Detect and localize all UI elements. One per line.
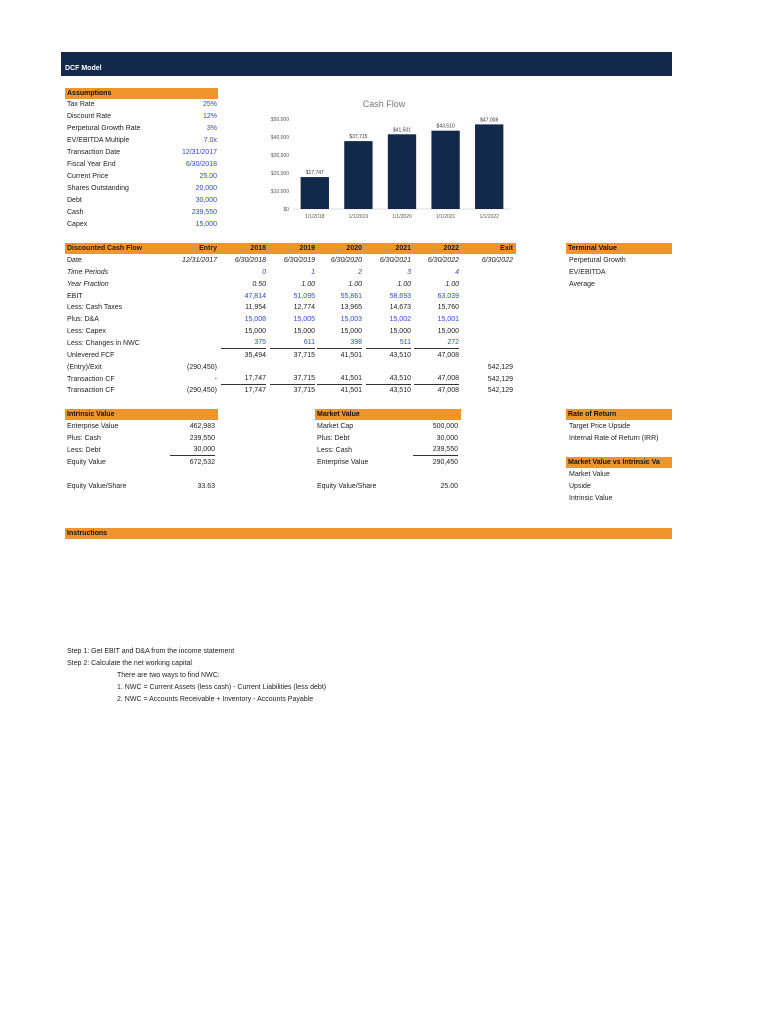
- dcf-row-label: Unlevered FCF: [67, 351, 115, 359]
- mv-vs-iv-label: Market Value: [569, 471, 610, 478]
- assumption-value: 12/31/2017: [181, 149, 217, 156]
- dcf-row-label: Transaction CF: [67, 387, 115, 395]
- dcf-cell: 4: [455, 268, 459, 276]
- assumption-label: Debt: [67, 197, 82, 204]
- dcf-cell: 41,501: [317, 374, 362, 385]
- dcf-cell: 37,715: [270, 374, 315, 385]
- assumption-label: Transaction Date: [67, 149, 121, 156]
- dcf-row-label: (Entry)/Exit: [67, 363, 102, 371]
- dcf-cell: 6/30/2022: [481, 257, 513, 264]
- dcf-cell: 15,000: [340, 328, 362, 336]
- market-per-share-label: Equity Value/Share: [317, 483, 377, 490]
- intrinsic-value: 462,983: [189, 423, 215, 430]
- dcf-cell: 0.50: [252, 280, 266, 288]
- intrinsic-per-share-value: 33.63: [197, 483, 215, 490]
- dcf-cell: 542,129: [487, 387, 513, 395]
- assumption-value: 12%: [202, 113, 217, 120]
- market-label: Less: Cash: [317, 447, 353, 454]
- cash-flow-chart: [255, 92, 515, 222]
- terminal-header: Terminal Value: [566, 243, 672, 254]
- x-tick-label: 1/1/2018: [305, 214, 325, 220]
- intrinsic-label: Equity Value: [67, 459, 106, 466]
- assumption-value: 25.00: [199, 173, 217, 180]
- assumption-value: 239,550: [191, 209, 217, 216]
- rate-of-return-label: Internal Rate of Return (IRR): [569, 435, 659, 442]
- dcf-row-label: Less: Changes in NWC: [67, 339, 140, 347]
- dcf-cell: 1.00: [301, 280, 315, 288]
- dcf-cell: 15,000: [293, 328, 315, 336]
- chart-title: Cash Flow: [362, 99, 406, 109]
- dcf-cell: 41,501: [340, 351, 362, 359]
- market-value: 500,000: [432, 423, 458, 430]
- dcf-cell: 47,008: [437, 351, 459, 359]
- assumption-value: 6/30/2018: [185, 161, 217, 168]
- y-tick-label: $0: [283, 207, 289, 213]
- market-header: Market Value: [315, 409, 461, 420]
- dcf-cell: 15,000: [437, 328, 459, 336]
- dcf-column-header: 2018: [250, 245, 266, 252]
- data-label: $47,008: [480, 117, 499, 124]
- rate-of-return-header: Rate of Return: [566, 409, 672, 420]
- dcf-column-header: 2020: [346, 245, 362, 252]
- dcf-cell: 43,510: [389, 351, 411, 359]
- dcf-cell: 47,008: [414, 374, 459, 385]
- intrinsic-value: 30,000: [170, 445, 215, 456]
- dcf-cell: 398: [317, 338, 362, 349]
- mv-vs-iv-header: Market Value vs Intrinsic Va: [566, 457, 672, 468]
- dcf-cell: 41,501: [340, 387, 362, 395]
- dcf-cell: 43,510: [366, 374, 411, 385]
- dcf-cell: 37,715: [293, 387, 315, 395]
- title-bar: [61, 52, 672, 76]
- intrinsic-value: 239,550: [189, 435, 215, 442]
- instruction-subline: 2. NWC = Accounts Receivable + Inventory - Accounts Payable: [117, 696, 314, 703]
- y-tick-label: $30,000: [270, 153, 289, 159]
- dcf-cell: 43,510: [389, 387, 411, 395]
- dcf-cell: -: [214, 375, 217, 383]
- dcf-cell: 1.00: [348, 280, 362, 288]
- intrinsic-header: Intrinsic Value: [65, 409, 218, 420]
- data-label: $41,501: [392, 127, 412, 134]
- dcf-cell: 47,008: [437, 387, 459, 395]
- dcf-cell: 542,129: [487, 375, 513, 383]
- market-value: 30,000: [436, 435, 458, 442]
- dcf-cell: (290,450): [187, 363, 217, 371]
- assumption-value: 20,000: [195, 185, 217, 192]
- market-value: 239,550: [413, 445, 458, 456]
- assumption-label: Fiscal Year End: [67, 161, 116, 168]
- dcf-cell: 15,000: [244, 328, 266, 336]
- instructions-header: Instructions: [65, 528, 672, 539]
- assumption-value: 15,000: [195, 221, 217, 228]
- dcf-cell: 15,003: [340, 316, 362, 324]
- dcf-row-label: Transaction CF: [67, 375, 115, 383]
- bar-2: [388, 134, 416, 209]
- intrinsic-value: 672,532: [189, 459, 215, 466]
- y-tick-label: $40,000: [270, 135, 289, 141]
- dcf-cell: 6/30/2018: [234, 257, 266, 264]
- dcf-cell: 17,747: [221, 374, 266, 385]
- dcf-cell: 15,005: [293, 316, 315, 324]
- market-label: Market Cap: [317, 423, 354, 430]
- dcf-cell: 12,774: [293, 304, 315, 312]
- instruction-subline: 1. NWC = Current Assets (less cash) - Current Liabilities (less debt): [117, 684, 327, 691]
- assumption-label: Cash: [67, 209, 84, 216]
- dcf-row-label: Date: [67, 257, 82, 264]
- dcf-row-label: EBIT: [67, 292, 83, 300]
- dcf-cell: 6/30/2020: [330, 257, 362, 264]
- bar-4: [475, 124, 503, 209]
- intrinsic-per-share-label: Equity Value/Share: [67, 483, 127, 490]
- dcf-cell: 1.00: [445, 280, 459, 288]
- dcf-cell: 13,965: [340, 304, 362, 312]
- dcf-cell: 14,673: [389, 304, 411, 312]
- dcf-cell: 35,494: [244, 351, 266, 359]
- y-tick-label: $10,000: [270, 189, 289, 195]
- dcf-cell: 15,000: [389, 328, 411, 336]
- dcf-cell: 15,008: [244, 316, 266, 324]
- market-value: 290,450: [432, 459, 458, 466]
- dcf-cell: 58,693: [389, 292, 411, 300]
- dcf-column-header: Exit: [500, 245, 513, 252]
- rate-of-return-label: Target Price Upside: [569, 423, 631, 430]
- dcf-row-label: Plus: D&A: [67, 316, 99, 324]
- x-tick-label: 1/1/2019: [348, 214, 369, 220]
- dcf-cell: (290,450): [187, 387, 217, 395]
- dcf-cell: 51,095: [293, 292, 315, 300]
- dcf-cell: 6/30/2021: [379, 257, 411, 264]
- intrinsic-label: Enterprise Value: [67, 423, 119, 430]
- dcf-cell: 15,760: [437, 304, 459, 312]
- dcf-cell: 611: [270, 338, 315, 349]
- y-tick-label: $50,000: [270, 117, 289, 123]
- x-tick-label: 1/1/2022: [479, 214, 499, 220]
- terminal-row-label: Perpetural Growth: [569, 257, 626, 264]
- assumption-label: Tax Rate: [67, 101, 95, 108]
- assumption-label: Discount Rate: [67, 113, 111, 120]
- dcf-cell: 2: [358, 268, 362, 276]
- instruction-step: Step 1: Get EBIT and D&A from the income statement: [67, 648, 235, 655]
- terminal-row-label: Average: [569, 281, 595, 288]
- assumption-label: Shares Outstanding: [67, 185, 129, 192]
- assumption-label: Current Price: [67, 173, 109, 180]
- dcf-row-label: Time Periods: [67, 268, 109, 276]
- y-tick-label: $20,000: [270, 171, 289, 177]
- dcf-cell: 6/30/2019: [283, 257, 315, 264]
- assumption-value: 25%: [202, 101, 217, 108]
- dcf-cell: 37,715: [293, 351, 315, 359]
- data-label: $17,747: [305, 170, 324, 177]
- data-label: $37,715: [349, 134, 368, 141]
- market-label: Plus: Debt: [317, 435, 350, 442]
- x-tick-label: 1/1/2021: [435, 214, 456, 220]
- dcf-cell: 17,747: [244, 387, 266, 395]
- assumption-label: EV/EBITDA Multiple: [67, 137, 130, 144]
- mv-vs-iv-label: Upside: [569, 483, 591, 490]
- assumption-label: Capex: [67, 221, 88, 228]
- intrinsic-label: Less: Debt: [67, 447, 101, 454]
- dcf-cell: 542,129: [487, 363, 513, 371]
- dcf-row-label: Year Fraction: [67, 280, 109, 288]
- dcf-cell: 1: [311, 268, 315, 276]
- dcf-row-label: Less: Capex: [67, 328, 106, 336]
- dcf-cell: 15,001: [437, 316, 459, 324]
- dcf-cell: 375: [221, 338, 266, 349]
- dcf-row-label: Less: Cash Taxes: [67, 304, 123, 312]
- dcf-column-header: 2022: [443, 245, 459, 252]
- dcf-cell: 15,002: [389, 316, 411, 324]
- dcf-header-title: Discounted Cash Flow: [67, 245, 143, 252]
- dcf-cell: 272: [414, 338, 459, 349]
- x-tick-label: 1/1/2020: [392, 214, 412, 220]
- dcf-cell: 55,861: [340, 292, 362, 300]
- dcf-cell: 47,814: [244, 292, 266, 300]
- assumption-value: 3%: [206, 125, 217, 132]
- dcf-cell: 11,954: [245, 304, 266, 312]
- dcf-cell: 12/31/2017: [181, 257, 217, 264]
- bar-1: [344, 141, 372, 209]
- terminal-row-label: EV/EBITDA: [569, 269, 606, 276]
- dcf-column-header: 2021: [395, 245, 411, 252]
- instruction-subline: There are two ways to find NWC:: [117, 672, 220, 679]
- dcf-column-header: 2019: [299, 245, 315, 252]
- mv-vs-iv-label: Intrinsic Value: [569, 495, 613, 502]
- dcf-cell: 0: [262, 268, 266, 276]
- assumption-value: 30,000: [195, 197, 217, 204]
- market-label: Enterprise Value: [317, 459, 369, 466]
- dcf-cell: 63,039: [437, 292, 459, 300]
- bar-0: [301, 177, 329, 209]
- dcf-column-header: Entry: [199, 245, 217, 252]
- assumptions-header: Assumptions: [65, 88, 218, 99]
- bar-3: [431, 131, 459, 209]
- page-title: DCF Model: [65, 65, 102, 72]
- intrinsic-label: Plus: Cash: [67, 435, 101, 442]
- dcf-cell: 3: [407, 268, 411, 276]
- data-label: $43,510: [436, 123, 455, 130]
- assumption-label: Perpetural Growth Rate: [67, 125, 141, 132]
- dcf-cell: 6/30/2022: [427, 257, 459, 264]
- assumption-value: 7.0x: [203, 137, 217, 144]
- dcf-cell: 1.00: [397, 280, 411, 288]
- market-per-share-value: 25.00: [440, 483, 458, 490]
- dcf-cell: 511: [366, 338, 411, 349]
- instruction-step: Step 2: Calculate the net working capital: [67, 660, 192, 667]
